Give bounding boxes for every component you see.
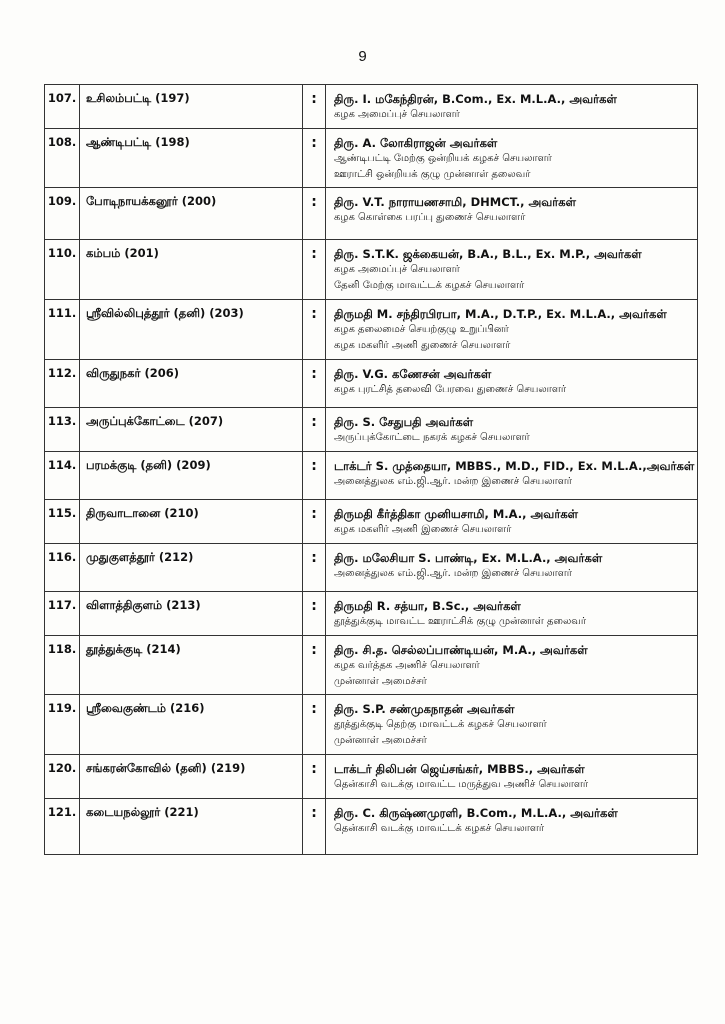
candidate-row: [45, 129, 698, 188]
serial-number: 107.: [45, 85, 80, 129]
separator-colon: :: [303, 188, 326, 240]
serial-number: 119.: [45, 695, 80, 755]
candidate-role: ஆண்டிபட்டி மேற்கு ஒன்றியக் கழகச் செயலாளர்: [334, 153, 552, 164]
separator-colon: :: [303, 360, 326, 408]
candidate-role: முன்னாள் அமைச்சர்: [334, 676, 427, 687]
candidate-role: கழக புரட்சித் தலைவி பேரவை துணைச் செயலாளர்: [334, 384, 567, 395]
serial-number: 109.: [45, 188, 80, 240]
candidate-row: [45, 592, 698, 636]
candidate-role: அனைத்துலக எம்.ஜி.ஆர். மன்ற இணைச் செயலாளர்: [334, 476, 572, 487]
candidate-details: [326, 129, 698, 188]
candidate-details: [326, 592, 698, 636]
candidate-name: திரு. C. கிருஷ்ணமுரளி, B.Com., M.L.A., அவர்கள்: [334, 806, 618, 820]
candidate-row: [45, 500, 698, 544]
candidate-role: கழக தலைமைச் செயற்குழு உறுப்பினர்: [334, 324, 509, 335]
candidate-name: திருமதி கீர்த்திகா முனியசாமி, M.A., அவர்கள்: [334, 507, 579, 521]
constituency-name: சங்கரன்கோவில் (தனி) (219): [80, 755, 303, 799]
constituency-name: திருவாடானை (210): [80, 500, 303, 544]
candidate-details: [326, 755, 698, 799]
serial-number: 114.: [45, 452, 80, 500]
candidate-role: கழக மகளிர் அணி துணைச் செயலாளர்: [334, 340, 511, 351]
candidate-details: [326, 500, 698, 544]
candidate-role: அருப்புக்கோட்டை நகரக் கழகச் செயலாளர்: [334, 432, 530, 443]
constituency-name: ஸ்ரீவில்லிபுத்தூர் (தனி) (203): [80, 300, 303, 360]
candidate-details: [326, 799, 698, 855]
candidate-row: [45, 636, 698, 695]
serial-number: 113.: [45, 408, 80, 452]
candidate-details: [326, 544, 698, 592]
constituency-name: போடிநாயக்கனூர் (200): [80, 188, 303, 240]
separator-colon: :: [303, 636, 326, 695]
candidate-name: திரு. S. சேதுபதி அவர்கள்: [334, 415, 474, 429]
candidate-name: திரு. A. லோகிராஜன் அவர்கள்: [334, 136, 498, 150]
constituency-name: உசிலம்பட்டி (197): [80, 85, 303, 129]
candidate-role: கழக வர்த்தக அணிச் செயலாளர்: [334, 660, 480, 671]
constituency-name: ஆண்டிபட்டி (198): [80, 129, 303, 188]
candidate-table: [44, 84, 698, 855]
candidate-row: [45, 799, 698, 855]
candidate-role: தென்காசி வடக்கு மாவட்டக் கழகச் செயலாளர்: [334, 823, 545, 834]
candidate-name: திருமதி M. சந்திரபிரபா, M.A., D.T.P., Ex. M.L.A., அவர்கள்: [334, 307, 667, 321]
constituency-name: விளாத்திகுளம் (213): [80, 592, 303, 636]
separator-colon: :: [303, 129, 326, 188]
candidate-name: திரு. V.T. நாராயணசாமி, DHMCT., அவர்கள்: [334, 195, 577, 209]
constituency-name: முதுகுளத்தூர் (212): [80, 544, 303, 592]
candidate-name: திரு. V.G. கணேசன் அவர்கள்: [334, 367, 492, 381]
candidate-name: டாக்டர் S. முத்தையா, MBBS., M.D., FID., Ex. M.L.A.,அவர்கள்: [334, 459, 695, 473]
constituency-name: பரமக்குடி (தனி) (209): [80, 452, 303, 500]
candidate-details: [326, 452, 698, 500]
separator-colon: :: [303, 408, 326, 452]
candidate-details: [326, 695, 698, 755]
candidate-role: முன்னாள் அமைச்சர்: [334, 735, 427, 746]
constituency-name: கம்பம் (201): [80, 240, 303, 300]
serial-number: 118.: [45, 636, 80, 695]
serial-number: 120.: [45, 755, 80, 799]
page-number: 9: [358, 48, 367, 65]
candidate-name: திருமதி R. சத்யா, B.Sc., அவர்கள்: [334, 599, 521, 613]
serial-number: 116.: [45, 544, 80, 592]
candidate-row: [45, 300, 698, 360]
candidate-role: தூத்துக்குடி மாவட்ட ஊராட்சிக் குழு முன்னாள் தலைவர்: [334, 616, 587, 627]
candidate-role: கழக மகளிர் அணி இணைச் செயலாளர்: [334, 524, 512, 535]
candidate-role: ஊராட்சி ஒன்றியக் குழு முன்னாள் தலைவர்: [334, 169, 531, 180]
candidate-role: தென்காசி வடக்கு மாவட்ட மருத்துவ அணிச் செயலாளர்: [334, 779, 589, 790]
serial-number: 108.: [45, 129, 80, 188]
separator-colon: :: [303, 544, 326, 592]
candidate-details: [326, 188, 698, 240]
candidate-row: [45, 755, 698, 799]
candidate-row: [45, 408, 698, 452]
separator-colon: :: [303, 592, 326, 636]
candidate-details: [326, 408, 698, 452]
separator-colon: :: [303, 695, 326, 755]
candidate-role: கழக அமைப்புச் செயலாளர்: [334, 264, 460, 275]
candidate-details: [326, 300, 698, 360]
candidate-details: [326, 85, 698, 129]
serial-number: 111.: [45, 300, 80, 360]
separator-colon: :: [303, 755, 326, 799]
constituency-name: தூத்துக்குடி (214): [80, 636, 303, 695]
candidate-role: கழக கொள்கை பரப்பு துணைச் செயலாளர்: [334, 212, 526, 223]
candidate-row: [45, 695, 698, 755]
candidate-role: கழக அமைப்புச் செயலாளர்: [334, 109, 460, 120]
serial-number: 112.: [45, 360, 80, 408]
constituency-name: கடையநல்லூர் (221): [80, 799, 303, 855]
candidate-name: திரு. S.T.K. ஜக்கையன், B.A., B.L., Ex. M.P., அவர்கள்: [334, 247, 642, 261]
separator-colon: :: [303, 85, 326, 129]
separator-colon: :: [303, 300, 326, 360]
candidate-name: திரு. மலேசியா S. பாண்டி, Ex. M.L.A., அவர்கள்: [334, 551, 603, 565]
candidate-rows: [45, 85, 698, 855]
separator-colon: :: [303, 799, 326, 855]
candidate-details: [326, 360, 698, 408]
constituency-name: அருப்புக்கோட்டை (207): [80, 408, 303, 452]
candidate-role: அனைத்துலக எம்.ஜி.ஆர். மன்ற இணைச் செயலாளர்: [334, 568, 572, 579]
candidate-name: திரு. சி.த. செல்லப்பாண்டியன், M.A., அவர்கள்: [334, 643, 588, 657]
candidate-name: டாக்டர் திலிபன் ஜெய்சங்கர், MBBS., அவர்கள்: [334, 762, 585, 776]
candidate-row: [45, 85, 698, 129]
serial-number: 115.: [45, 500, 80, 544]
separator-colon: :: [303, 500, 326, 544]
candidate-role: தேனி மேற்கு மாவட்டக் கழகச் செயலாளர்: [334, 280, 525, 291]
separator-colon: :: [303, 240, 326, 300]
constituency-name: விருதுநகர் (206): [80, 360, 303, 408]
candidate-row: [45, 188, 698, 240]
candidate-name: திரு. I. மகேந்திரன், B.Com., Ex. M.L.A., அவர்கள்: [334, 92, 617, 106]
serial-number: 117.: [45, 592, 80, 636]
candidate-details: [326, 240, 698, 300]
candidate-details: [326, 636, 698, 695]
candidate-row: [45, 452, 698, 500]
serial-number: 121.: [45, 799, 80, 855]
separator-colon: :: [303, 452, 326, 500]
candidate-row: [45, 240, 698, 300]
candidate-role: தூத்துக்குடி தெற்கு மாவட்டக் கழகச் செயலாளர்: [334, 719, 547, 730]
candidate-row: [45, 360, 698, 408]
serial-number: 110.: [45, 240, 80, 300]
candidate-name: திரு. S.P. சண்முகநாதன் அவர்கள்: [334, 702, 515, 716]
candidate-row: [45, 544, 698, 592]
constituency-name: ஸ்ரீவைகுண்டம் (216): [80, 695, 303, 755]
